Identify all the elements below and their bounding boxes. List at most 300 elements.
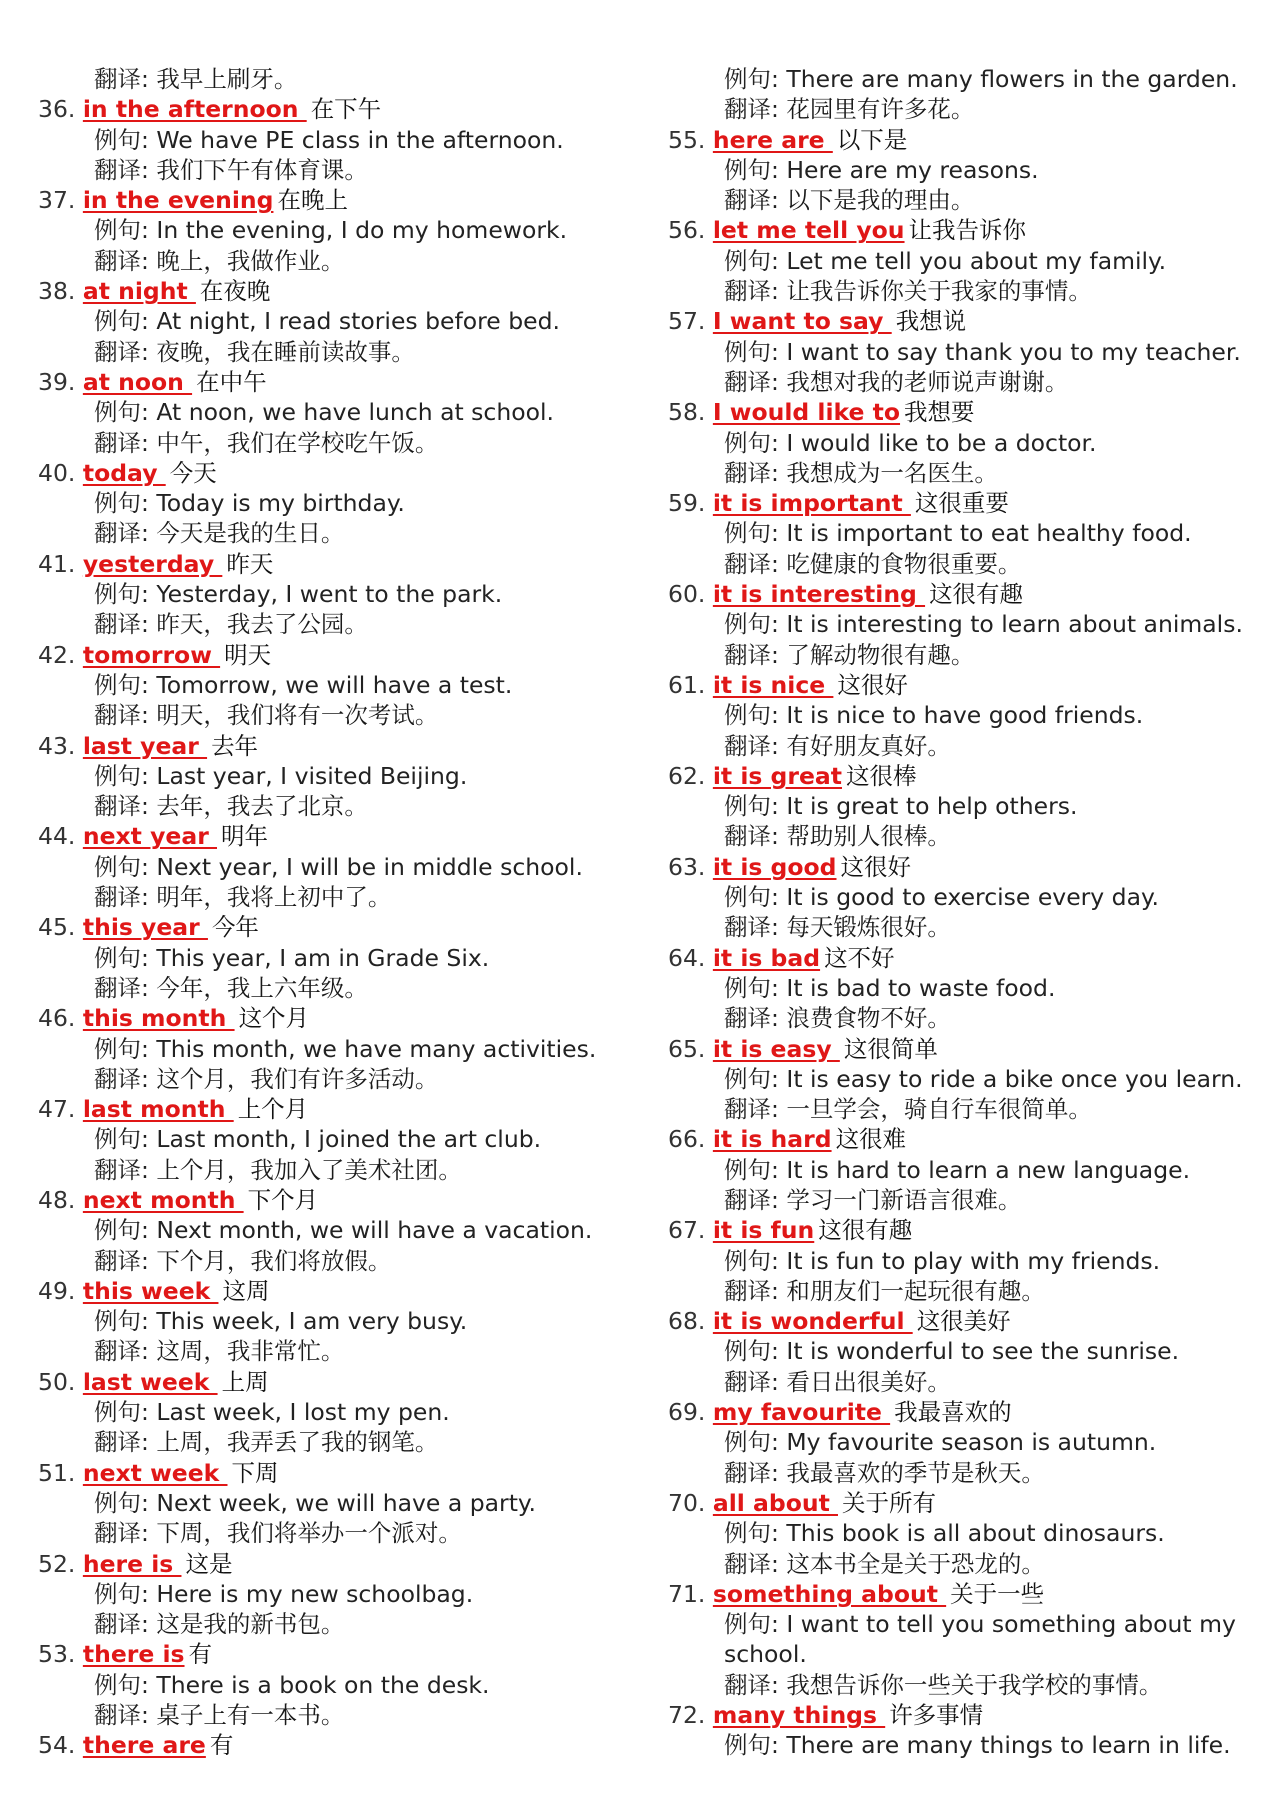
translation-label: 翻译: (94, 428, 157, 457)
example-label: 例句: (724, 1731, 787, 1760)
entry-number: 70. (668, 1488, 706, 1517)
example-label: 例句: (94, 489, 157, 518)
translation-line (38, 155, 628, 185)
example-label: 例句: (724, 65, 787, 93)
phrase: my favourite (712, 1398, 891, 1427)
translation-line (38, 1246, 628, 1276)
translation-text: 上个月，我加入了美术社团。 (156, 1155, 462, 1184)
example-text: It is great to help others. (786, 792, 1078, 821)
vocab-entry (38, 1185, 628, 1276)
phrase: here are (712, 125, 833, 154)
phrase: let me tell you (712, 216, 905, 245)
example-text: Next week, we will have a party. (156, 1488, 536, 1517)
entry-number: 44. (38, 822, 76, 851)
phrase-meaning: 这很有趣 (929, 580, 1024, 609)
translation-label: 翻译: (94, 337, 157, 366)
phrase: in the afternoon (82, 95, 307, 124)
example-line (668, 246, 1268, 276)
entry-number: 52. (38, 1549, 76, 1578)
translation-label: 翻译: (724, 277, 787, 306)
entry-number: 36. (38, 95, 76, 124)
phrase-meaning: 这很难 (835, 1125, 907, 1154)
entry-heading (38, 1730, 628, 1760)
example-line (668, 700, 1268, 730)
phrase: next year (82, 822, 217, 851)
phrase-meaning: 在晚上 (277, 186, 348, 215)
translation-label: 翻译: (724, 731, 787, 760)
example-label: 例句: (94, 1579, 157, 1608)
example-line (668, 973, 1268, 1003)
translation-label: 翻译: (724, 1458, 787, 1487)
translation-label: 翻译: (94, 883, 157, 912)
phrase-meaning: 今天 (169, 458, 217, 487)
example-label: 例句: (724, 1246, 787, 1275)
phrase: this week (82, 1276, 219, 1305)
translation-line (668, 640, 1268, 670)
translation-label: 翻译: (724, 1670, 787, 1699)
phrase: last year (82, 731, 208, 760)
phrase-meaning: 有 (188, 1640, 213, 1669)
example-line (668, 1336, 1268, 1366)
phrase-meaning: 让我告诉你 (908, 216, 1027, 245)
example-line (668, 428, 1268, 458)
translation-text: 今天是我的生日。 (156, 519, 345, 548)
translation-label: 翻译: (724, 1276, 787, 1305)
translation-label: 翻译: (94, 1610, 157, 1639)
vocab-entry (668, 488, 1268, 579)
entry-number: 69. (668, 1398, 706, 1427)
example-label: 例句: (94, 761, 157, 790)
example-line (668, 1518, 1268, 1548)
example-text: Let me tell you about my family. (786, 246, 1167, 275)
translation-label: 翻译: (724, 822, 787, 851)
entry-number: 42. (38, 640, 76, 669)
entry-heading (38, 912, 628, 942)
vocab-entry (38, 1094, 628, 1185)
vocab-entry (668, 397, 1268, 488)
entry-heading (38, 276, 628, 306)
translation-text: 帮助别人很棒。 (786, 822, 951, 851)
translation-label: 翻译: (724, 549, 787, 578)
translation-text: 以下是我的理由。 (786, 186, 975, 215)
translation-line (38, 1064, 628, 1094)
entry-heading (38, 185, 628, 215)
translation-text: 一旦学会，骑自行车很简单。 (786, 1095, 1092, 1124)
entry-number: 53. (38, 1640, 76, 1669)
entry-heading (668, 1306, 1268, 1336)
example-line (38, 943, 628, 973)
vocab-entry (38, 912, 628, 1003)
translation-line (668, 458, 1268, 488)
example-text: It is interesting to learn about animals. (786, 610, 1243, 639)
vocab-entry (38, 1003, 628, 1094)
translation-label: 翻译: (724, 458, 787, 487)
translation-label: 翻译: (94, 1155, 157, 1184)
translation-text: 我想成为一名医生。 (786, 458, 998, 487)
phrase: I want to say (712, 307, 892, 336)
phrase: it is easy (712, 1034, 840, 1063)
translation-label: 翻译: (94, 701, 157, 730)
vocab-entry (38, 94, 628, 185)
entry-number: 57. (668, 307, 706, 336)
vocab-entry (668, 306, 1268, 397)
example-label: 例句: (724, 610, 787, 639)
example-label: 例句: (724, 792, 787, 821)
example-line (38, 1034, 628, 1064)
phrase: it is wonderful (712, 1307, 913, 1336)
example-label: 例句: (724, 1155, 787, 1184)
entry-heading (668, 670, 1268, 700)
translation-line (668, 1670, 1268, 1700)
translation-text: 今年，我上六年级。 (156, 973, 368, 1002)
phrase-meaning: 这不好 (824, 943, 895, 972)
example-line (668, 518, 1268, 548)
example-line (38, 761, 628, 791)
example-text: I want to say thank you to my teacher. (786, 337, 1241, 366)
vocab-entry (668, 1124, 1268, 1215)
example-label: 例句: (724, 883, 787, 912)
example-label: 例句: (94, 1125, 157, 1154)
translation-line (38, 609, 628, 639)
vocab-entry (38, 640, 628, 731)
entry-number: 59. (668, 489, 706, 518)
example-text: It is good to exercise every day. (786, 883, 1160, 912)
translation-label: 翻译: (94, 792, 157, 821)
phrase: at noon (82, 367, 193, 396)
entry-number: 64. (668, 943, 706, 972)
phrase-meaning: 这很美好 (916, 1307, 1011, 1336)
translation-line (38, 518, 628, 548)
lead-example-line (668, 64, 1268, 94)
phrase: there is (82, 1640, 185, 1669)
translation-line (38, 973, 628, 1003)
translation-label: 翻译: (724, 1185, 787, 1214)
phrase: tomorrow (82, 640, 221, 669)
translation-label: 翻译: (724, 640, 787, 669)
translation-label: 翻译: (94, 1246, 157, 1275)
vocab-entry (668, 1034, 1268, 1125)
example-text: Here are my reasons. (786, 155, 1039, 184)
entry-heading (38, 94, 628, 124)
translation-line (38, 1700, 628, 1730)
phrase-meaning: 有 (209, 1731, 234, 1760)
example-text: It is nice to have good friends. (786, 701, 1144, 730)
entry-number: 48. (38, 1185, 76, 1214)
phrase: it is nice (712, 670, 834, 699)
phrase: all about (712, 1488, 838, 1517)
example-label: 例句: (94, 1398, 157, 1427)
example-line (38, 215, 628, 245)
entry-heading (38, 1639, 628, 1669)
entry-heading (668, 1488, 1268, 1518)
example-text: It is fun to play with my friends. (786, 1246, 1161, 1275)
translation-text: 每天锻炼很好。 (786, 913, 951, 942)
translation-text: 中午，我们在学校吃午饭。 (156, 428, 439, 457)
phrase-meaning: 明年 (221, 822, 268, 851)
entry-number: 47. (38, 1095, 76, 1124)
translation-text: 我想告诉你一些关于我学校的事情。 (786, 1670, 1163, 1699)
phrase-meaning: 下周 (231, 1458, 279, 1487)
translation-line (38, 1518, 628, 1548)
vocab-entry (38, 1549, 628, 1640)
entry-number: 40. (38, 458, 76, 487)
example-line (38, 1397, 628, 1427)
example-line (38, 1488, 628, 1518)
entry-number: 58. (668, 398, 706, 427)
vocab-entry (668, 579, 1268, 670)
right-entries (668, 125, 1268, 1579)
translation-line (668, 1003, 1268, 1033)
phrase: it is great (712, 761, 842, 790)
example-label: 例句: (94, 1307, 157, 1336)
translation-line (668, 1185, 1268, 1215)
vocab-entry (668, 761, 1268, 852)
vocab-entry (668, 215, 1268, 306)
vocab-entry (38, 731, 628, 822)
phrase-meaning: 这个月 (238, 1004, 310, 1033)
example-line (38, 397, 628, 427)
phrase-meaning: 这周 (222, 1276, 270, 1305)
translation-label: 翻译: (94, 1428, 157, 1457)
example-text: This book is all about dinosaurs. (786, 1519, 1165, 1548)
example-line (668, 1246, 1268, 1276)
translation-line (668, 1549, 1268, 1579)
example-line (668, 337, 1268, 367)
example-text: There are many things to learn in life. (786, 1731, 1231, 1760)
phrase-meaning: 这很好 (840, 852, 911, 881)
entry-heading (38, 1458, 628, 1488)
example-line (668, 1155, 1268, 1185)
phrase: at night (82, 277, 196, 306)
entry-heading (38, 1549, 628, 1579)
translation-label: 翻译: (94, 1064, 157, 1093)
example-text: There are many flowers in the garden. (786, 65, 1238, 93)
example-label: 例句: (94, 1034, 157, 1063)
example-text: It is important to eat healthy food. (786, 519, 1192, 548)
translation-label: 翻译: (724, 1004, 787, 1033)
translation-line (38, 882, 628, 912)
example-label: 例句: (94, 1488, 157, 1517)
translation-label: 翻译: (94, 610, 157, 639)
example-text: It is easy to ride a bike once you learn. (786, 1064, 1243, 1093)
phrase-meaning: 在中午 (196, 367, 267, 396)
phrase-meaning: 关于所有 (841, 1488, 936, 1517)
entry-number: 51. (38, 1458, 76, 1487)
example-line (668, 155, 1268, 185)
example-text: Today is my birthday. (156, 489, 405, 518)
example-label: 例句: (94, 307, 157, 336)
example-text: Last year, I visited Beijing. (156, 761, 468, 790)
example-line (668, 609, 1268, 639)
translation-line (668, 1094, 1268, 1124)
phrase-meaning: 在下午 (310, 95, 382, 124)
phrase: something about (712, 1579, 947, 1608)
example-text: Yesterday, I went to the park. (156, 580, 503, 609)
example-text: At noon, we have lunch at school. (156, 398, 554, 427)
phrase-meaning: 这是 (185, 1549, 233, 1578)
translation-text: 这周，我非常忙。 (156, 1337, 345, 1366)
example-text: This year, I am in Grade Six. (156, 943, 490, 972)
translation-line (668, 731, 1268, 761)
entry-number: 49. (38, 1276, 76, 1305)
translation-text: 明天，我们将有一次考试。 (156, 701, 439, 730)
translation-line (668, 367, 1268, 397)
example-line (38, 1306, 628, 1336)
phrase-meaning: 上周 (221, 1367, 269, 1396)
translation-line (668, 1276, 1268, 1306)
entry-heading (668, 1124, 1268, 1154)
entry-heading (668, 215, 1268, 245)
entry-heading (38, 1367, 628, 1397)
phrase-meaning: 昨天 (226, 549, 274, 578)
right-column (668, 64, 1268, 1761)
example-line (38, 306, 628, 336)
entry-number: 68. (668, 1307, 706, 1336)
translation-line (668, 276, 1268, 306)
phrase: today (82, 458, 166, 487)
example-label: 例句: (94, 670, 157, 699)
translation-line (38, 246, 628, 276)
translation-label: 翻译: (724, 1095, 787, 1124)
translation-text: 下周，我们将举办一个派对。 (156, 1519, 462, 1548)
example-label: 例句: (724, 428, 787, 457)
entry-number: 65. (668, 1034, 706, 1063)
vocab-entry (38, 276, 628, 367)
entry-number: 56. (668, 216, 706, 245)
phrase-meaning: 明天 (224, 640, 272, 669)
vocab-entry (668, 1397, 1268, 1488)
example-line (668, 1064, 1268, 1094)
example-line-continued (668, 1639, 1268, 1669)
example-line (38, 670, 628, 700)
example-label: 例句: (724, 1337, 787, 1366)
entry-heading (38, 1003, 628, 1033)
vocab-entry (668, 670, 1268, 761)
phrase: last month (82, 1095, 234, 1124)
translation-line (38, 1427, 628, 1457)
example-label: 例句: (94, 216, 157, 245)
entry-number: 66. (668, 1125, 706, 1154)
example-label: 例句: (724, 1064, 787, 1093)
example-line (668, 1609, 1268, 1639)
translation-label: 翻译: (94, 65, 157, 93)
entry-number: 38. (38, 277, 76, 306)
translation-text: 浪费食物不好。 (786, 1004, 951, 1033)
translation-text: 我想对我的老师说声谢谢。 (786, 367, 1069, 396)
translation-text: 花园里有许多花。 (786, 95, 975, 124)
example-label: 例句: (94, 852, 157, 881)
example-line (38, 1215, 628, 1245)
example-line (38, 852, 628, 882)
entry-number: 62. (668, 761, 706, 790)
vocab-entry (38, 1458, 628, 1549)
example-label: 例句: (724, 1610, 787, 1639)
translation-line (38, 700, 628, 730)
entry-heading (38, 1185, 628, 1215)
entry-heading (38, 1094, 628, 1124)
translation-label: 翻译: (94, 973, 157, 1002)
translation-text: 桌子上有一本书。 (156, 1701, 345, 1730)
example-line (668, 791, 1268, 821)
example-text: Last month, I joined the art club. (156, 1125, 542, 1154)
entry-number: 39. (38, 367, 76, 396)
vocab-entry (38, 1367, 628, 1458)
phrase-meaning: 许多事情 (889, 1701, 984, 1730)
example-text: My favourite season is autumn. (786, 1428, 1157, 1457)
translation-label: 翻译: (94, 155, 157, 184)
example-label: 例句: (94, 580, 157, 609)
translation-text: 这是我的新书包。 (156, 1610, 345, 1639)
phrase: next month (82, 1185, 244, 1214)
example-label: 例句: (94, 943, 157, 972)
example-line (668, 1427, 1268, 1457)
vocab-entry (38, 549, 628, 640)
entry-number: 50. (38, 1367, 76, 1396)
translation-line (668, 912, 1268, 942)
entry-heading (668, 488, 1268, 518)
entry-number: 45. (38, 913, 76, 942)
translation-text: 和朋友们一起玩很有趣。 (786, 1276, 1045, 1305)
phrase-meaning: 在夜晚 (199, 277, 271, 306)
phrase: I would like to (712, 398, 901, 427)
vocab-entry (668, 1215, 1268, 1306)
translation-line (38, 1609, 628, 1639)
translation-text: 上周，我弄丢了我的钢笔。 (156, 1428, 439, 1457)
phrase-meaning: 上个月 (237, 1095, 309, 1124)
example-text: Next month, we will have a vacation. (156, 1216, 593, 1245)
entry-heading (38, 640, 628, 670)
translation-text: 夜晚，我在睡前读故事。 (156, 337, 415, 366)
translation-text: 这个月，我们有许多活动。 (156, 1064, 439, 1093)
example-text: Tomorrow, we will have a test. (156, 670, 513, 699)
left-entries (38, 94, 628, 1730)
phrase-meaning: 这很简单 (843, 1034, 938, 1063)
lead-translation-line (668, 94, 1268, 124)
example-line (668, 1730, 1268, 1760)
entry-number: 43. (38, 731, 76, 760)
left-column (38, 64, 628, 1761)
vocab-entry (668, 1306, 1268, 1397)
translation-label: 翻译: (724, 95, 787, 124)
entry-heading (38, 731, 628, 761)
example-text: Next year, I will be in middle school. (156, 852, 583, 881)
vocab-entry (38, 458, 628, 549)
entry-number: 46. (38, 1004, 76, 1033)
phrase-meaning: 我想要 (904, 398, 975, 427)
example-text: At night, I read stories before bed. (156, 307, 560, 336)
phrase-meaning: 这很棒 (846, 761, 917, 790)
phrase: it is interesting (712, 580, 926, 609)
entry-heading (38, 549, 628, 579)
phrase-meaning: 关于一些 (950, 1579, 1045, 1608)
translation-text: 看日出很美好。 (786, 1367, 951, 1396)
vocab-entry (38, 821, 628, 912)
translation-text: 学习一门新语言很难。 (786, 1185, 1022, 1214)
translation-text: 吃健康的食物很重要。 (786, 549, 1022, 578)
entry-heading (668, 1215, 1268, 1245)
translation-label: 翻译: (724, 186, 787, 215)
translation-label: 翻译: (94, 519, 157, 548)
translation-line (668, 821, 1268, 851)
entry-number: 72. (668, 1701, 706, 1730)
translation-text: 晚上，我做作业。 (156, 246, 345, 275)
entry-number: 54. (38, 1731, 76, 1760)
phrase-meaning: 这很好 (837, 670, 908, 699)
phrase: it is hard (712, 1125, 832, 1154)
entry-heading (668, 1700, 1268, 1730)
vocab-entry (668, 1488, 1268, 1579)
phrase-meaning: 下个月 (247, 1185, 319, 1214)
